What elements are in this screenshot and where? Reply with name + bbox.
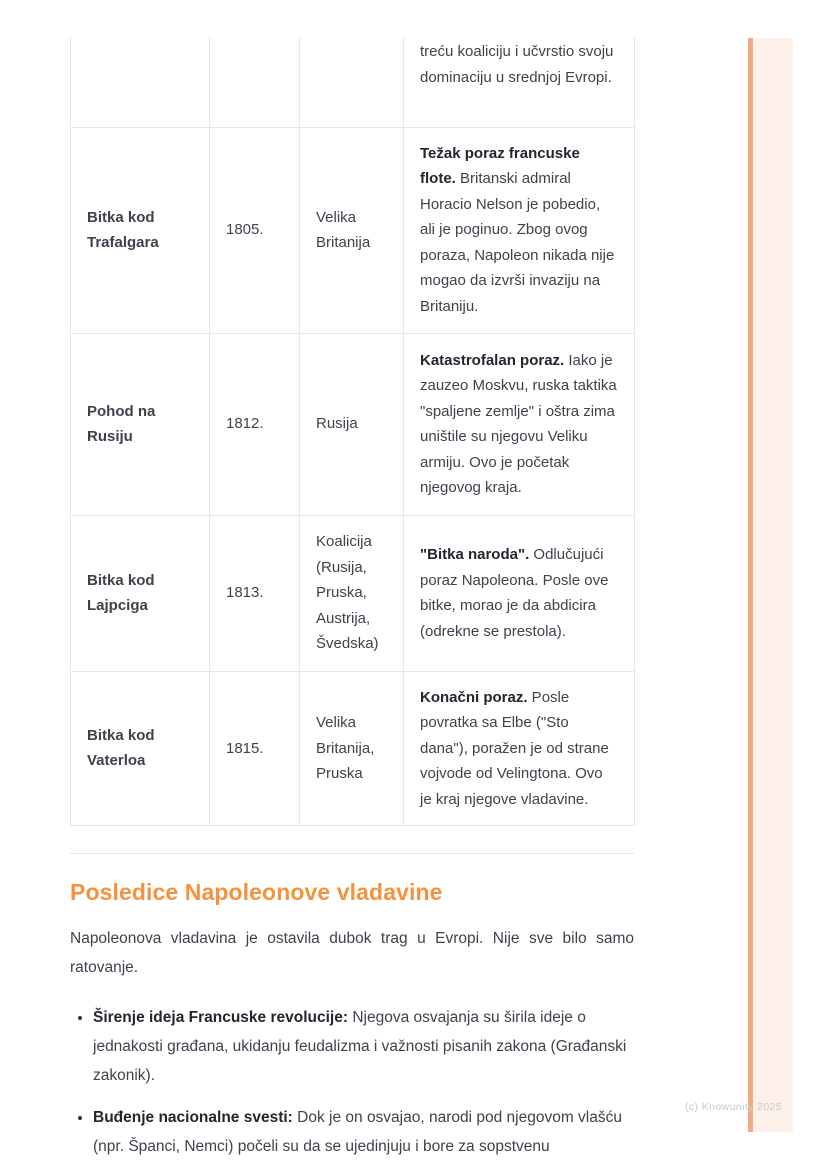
- document-content: [70, 37, 634, 1174]
- bullet-text: Dok je on osvajao, narodi pod njegovom vlašću (npr. Španci, Nemci) počeli su da se ujedinjuju i bore za sopstvenu: [93, 1109, 622, 1155]
- outcome-bold: Težak poraz francuske flote.: [420, 144, 580, 188]
- opponent-cell: Velika Britanija: [300, 127, 404, 333]
- outcome-cell: [404, 515, 635, 671]
- outcome-text: treću koaliciju i učvrstio svoju dominaciju u srednjoj Evropi.: [420, 43, 614, 86]
- outcome-cell: [404, 37, 635, 127]
- consequences-list: [70, 1003, 634, 1161]
- opponent-cell: [300, 37, 404, 127]
- outcome-bold: Katastrofalan poraz.: [420, 351, 565, 369]
- battles-table: [70, 37, 635, 826]
- outcome-text: Odlučujući poraz Napoleona. Posle ove bitke, morao je da abdicira (odrekne se prestola).: [420, 546, 609, 640]
- table-row: [71, 37, 635, 127]
- page-edge-stripe-fill: [753, 38, 793, 1132]
- intro-paragraph: Napoleonova vladavina je ostavila dubok trag u Evropi. Nije sve bilo samo ratovanje.: [70, 930, 634, 976]
- year-cell: 1812.: [210, 333, 300, 515]
- bullet-lead: Buđenje nacionalne svesti:: [93, 1109, 293, 1126]
- list-item: [93, 1103, 634, 1161]
- list-item: [93, 1003, 634, 1090]
- opponent-cell: Koalicija (Rusija, Pruska, Austrija, Švedska): [300, 515, 404, 671]
- outcome-bold: Konačni poraz.: [420, 688, 528, 706]
- section-divider: [70, 853, 634, 854]
- outcome-text: Posle povratka sa Elbe ("Sto dana"), poražen je od strane vojvode od Velingtona. Ovo je kraj njegove vladavine.: [420, 688, 609, 808]
- outcome-text: Iako je zauzeo Moskvu, ruska taktika "spaljene zemlje" i oštra zima uništile su njegovu Veliku armiju. Ovo je početak njegovog kraja.: [420, 351, 617, 496]
- copyright-notice: (c) Knowunity 2025: [685, 1101, 783, 1113]
- battle-name-cell: Bitka kod Vaterloa: [71, 671, 210, 826]
- section-heading: Posledice Napoleonove vladavine: [70, 879, 443, 905]
- table-row: [71, 515, 635, 671]
- battle-name-cell: [71, 37, 210, 127]
- opponent-cell: Rusija: [300, 333, 404, 515]
- outcome-text: Britanski admiral Horacio Nelson je pobedio, ali je poginuo. Zbog ovog poraza, Napoleon nikada nije mogao da izvrši invaziju na Britaniju.: [420, 170, 615, 315]
- opponent-cell: Velika Britanija, Pruska: [300, 671, 404, 826]
- battle-name-cell: Bitka kod Lajpciga: [71, 515, 210, 671]
- outcome-cell: [404, 127, 635, 333]
- outcome-bold: "Bitka naroda".: [420, 546, 530, 563]
- year-cell: [210, 37, 300, 127]
- table-row: [71, 333, 635, 515]
- bullet-lead: Širenje ideja Francuske revolucije:: [93, 1009, 349, 1026]
- table-row: [71, 127, 635, 333]
- year-cell: 1813.: [210, 515, 300, 671]
- outcome-cell: [404, 333, 635, 515]
- year-cell: 1815.: [210, 671, 300, 826]
- table-row: [71, 671, 635, 826]
- bullet-text: Njegova osvajanja su širila ideje o jednakosti građana, ukidanju feudalizma i važnosti pisanih zakona (Građanski zakonik).: [93, 1009, 627, 1084]
- year-cell: 1805.: [210, 127, 300, 333]
- outcome-cell: [404, 671, 635, 826]
- battle-name-cell: Bitka kod Trafalgara: [71, 127, 210, 333]
- battle-name-cell: Pohod na Rusiju: [71, 333, 210, 515]
